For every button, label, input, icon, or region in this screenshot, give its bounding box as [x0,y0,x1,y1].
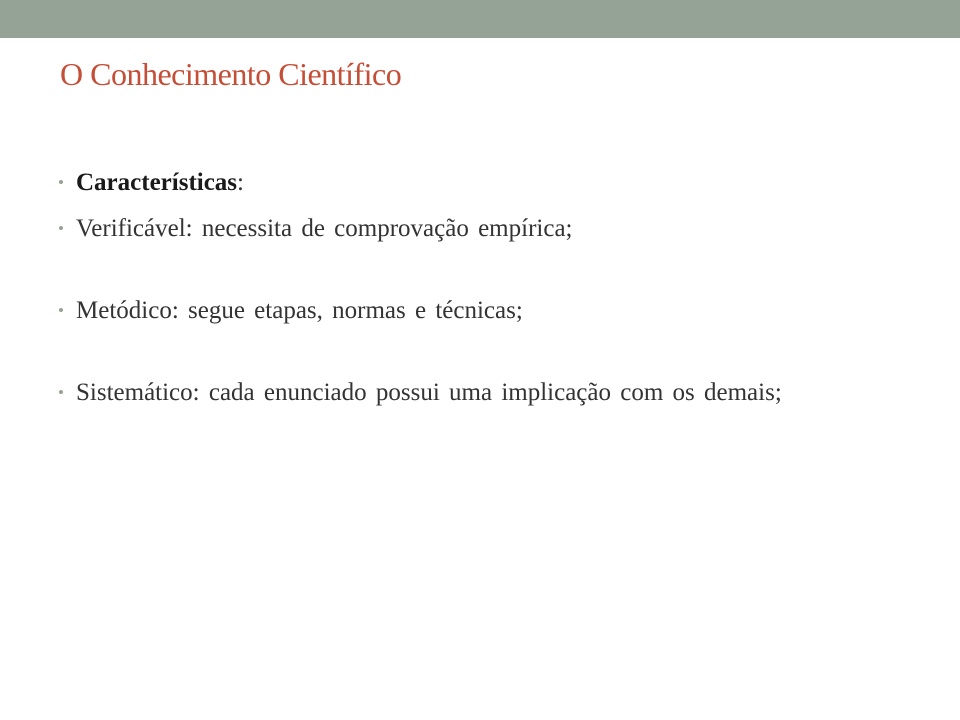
list-item [58,214,858,244]
top-accent-bar [0,0,960,38]
bullet-icon: • [58,219,64,238]
slide-title: O Conhecimento Científico [60,56,402,92]
bullet-list [58,168,858,408]
bullet-icon: • [58,301,64,320]
bullet-icon: • [58,383,64,402]
bullet-heading: Características [76,169,238,196]
list-item [58,378,858,408]
bullet-icon: • [58,173,64,192]
list-item [58,168,858,198]
bullet-text: Metódico: segue etapas, normas e técnicas; [76,297,523,324]
list-item [58,296,858,326]
bullet-text: : [237,169,244,196]
bullet-text: Verificável: necessita de comprovação empírica; [76,215,573,242]
bullet-text: Sistemático: cada enunciado possui uma implicação com os demais; [76,379,782,406]
